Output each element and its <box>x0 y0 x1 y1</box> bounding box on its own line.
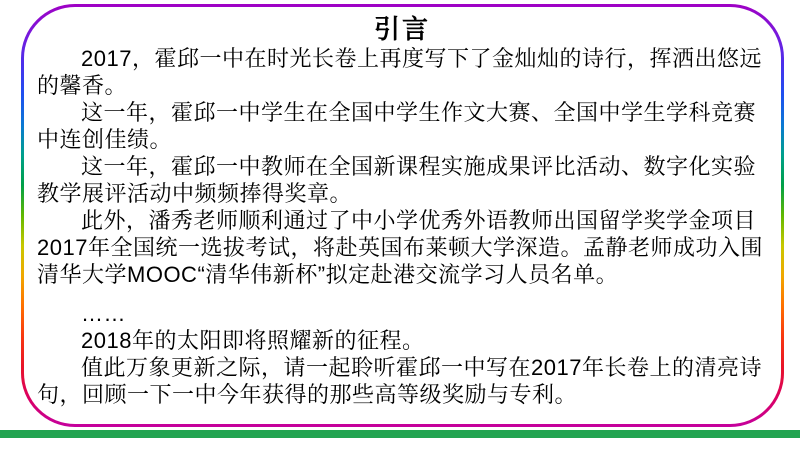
paragraph-1: 2017，霍邱一中在时光长卷上再度写下了金灿灿的诗行，挥洒出悠远的馨香。 <box>37 46 762 98</box>
paragraph-2: 这一年，霍邱一中学生在全国中学生作文大赛、全国中学生学科竞赛中连创佳绩。 <box>37 100 757 152</box>
slide-body <box>37 45 767 408</box>
paragraph-ellipsis: …… <box>81 301 126 326</box>
slide-title: 引言 <box>373 14 430 44</box>
slide-content <box>37 13 767 408</box>
slide-border-frame <box>21 4 784 427</box>
slide-inner-panel <box>24 7 781 424</box>
paragraph-5: 2018年的太阳即将照耀新的征程。 <box>81 328 425 353</box>
paragraph-4: 此外，潘秀老师顺利通过了中小学优秀外语教师出国留学奖学金项目2017年全国统一选拔考试，将赴英国布莱顿大学深造。孟静老师成功入围清华大学MOOC“清华伟新杯”拟定赴港交流学习人员名单。 <box>37 208 763 287</box>
bottom-accent-bar <box>0 430 800 438</box>
paragraph-3: 这一年，霍邱一中教师在全国新课程实施成果评比活动、数字化实验教学展评活动中频频捧得奖章。 <box>37 154 757 206</box>
paragraph-6: 值此万象更新之际，请一起聆听霍邱一中写在2017年长卷上的清亮诗句，回顾一下一中今年获得的那些高等级奖励与专利。 <box>37 355 762 407</box>
